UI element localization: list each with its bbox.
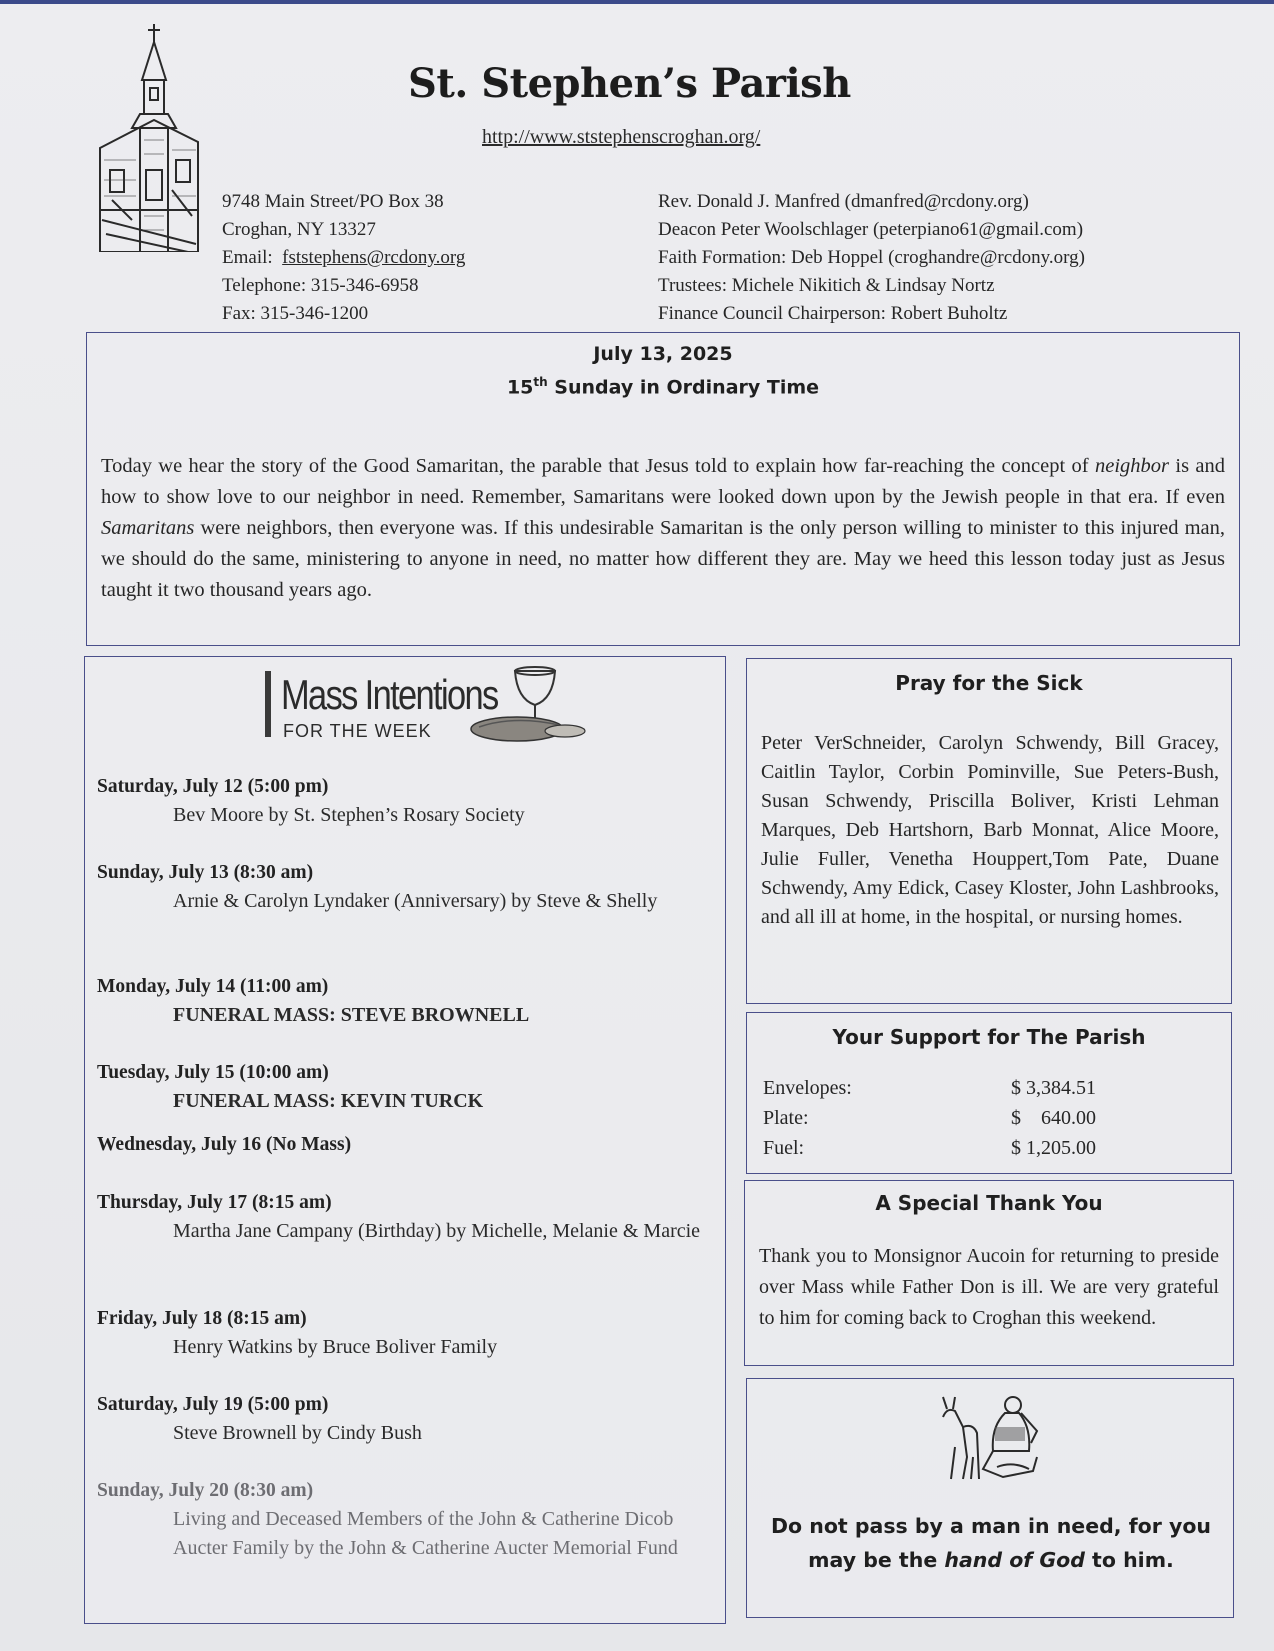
email-label: Email: [222, 247, 273, 268]
good-samaritan-quote-box [746, 1378, 1234, 1618]
mass-day: Sunday, July 13 (8:30 am) [97, 862, 314, 883]
mass-intention: Martha Jane Campany (Birthday) by Michelle, Melanie & Marcie [173, 1220, 701, 1242]
clergy-finance-council: Finance Council Chairperson: Robert Buholtz [658, 303, 1008, 324]
clergy-trustees: Trustees: Michele Nikitich & Lindsay Nortz [658, 275, 995, 296]
thank-you-text: Thank you to Monsignor Aucoin for returning to preside over Mass while Father Don is ill. We are very grateful to him for coming back to Croghan this weekend. [759, 1245, 1219, 1329]
thank-you-heading: A Special Thank You [875, 1191, 1103, 1215]
mass-intention: Henry Watkins by Bruce Boliver Family [173, 1336, 498, 1358]
finance-value: $ 640.00 [1011, 1107, 1096, 1129]
occasion-rest: Sunday in Ordinary Time [547, 376, 820, 399]
mass-day: Wednesday, July 16 (No Mass) [97, 1134, 352, 1155]
finance-value: $ 1,205.00 [1011, 1137, 1096, 1159]
top-edge [0, 0, 1274, 4]
sunday-reflection-box [86, 332, 1240, 646]
good-samaritan-illustration-icon [933, 1387, 1049, 1483]
mass-intention: Living and Deceased Members of the John & Catherine Dicob Aucter Family by the John & Catherine Aucter Memorial Fund [173, 1508, 678, 1559]
sunday-occasion [87, 375, 1239, 398]
quote-part-1: Do not pass by a man in need, for you may be the [770, 1514, 1212, 1572]
mass-entry [97, 1305, 707, 1362]
clergy-deacon: Deacon Peter Woolschlager (peterpiano61@gmail.com) [658, 219, 1084, 240]
clergy-faith-formation: Faith Formation: Deb Hoppel (croghandre@rcdony.org) [658, 247, 1085, 268]
parish-title: St. Stephen’s Parish [408, 60, 851, 107]
fax: Fax: 315-346-1200 [222, 303, 369, 324]
mass-intentions-subheading: FOR THE WEEK [283, 721, 432, 741]
clergy-pastor: Rev. Donald J. Manfred (dmanfred@rcdony.org) [658, 191, 1029, 212]
sunday-date: July 13, 2025 [593, 343, 733, 365]
occasion-suffix: th [533, 375, 548, 389]
finance-value: $ 3,384.51 [1011, 1077, 1096, 1099]
quote-text [757, 1509, 1225, 1577]
mass-intention: FUNERAL MASS: STEVE BROWNELL [173, 1004, 530, 1026]
mass-entry [97, 1477, 707, 1563]
mass-day: Saturday, July 12 (5:00 pm) [97, 776, 329, 797]
reflection-emphasis-neighbor: neighbor [1094, 455, 1170, 477]
mass-entry [97, 859, 707, 916]
mass-day: Saturday, July 19 (5:00 pm) [97, 1394, 329, 1415]
mass-intention: Arnie & Carolyn Lyndaker (Anniversary) by Steve & Shelly [173, 890, 658, 912]
mass-intention: FUNERAL MASS: KEVIN TURCK [173, 1090, 484, 1112]
email-row [222, 244, 465, 272]
mass-intention: Steve Brownell by Cindy Bush [173, 1422, 422, 1444]
special-thank-you-box [744, 1180, 1234, 1366]
address-line-2: Croghan, NY 13327 [222, 219, 376, 240]
parish-support-heading: Your Support for The Parish [832, 1025, 1146, 1049]
clergy-block [658, 188, 1085, 328]
mass-day: Tuesday, July 15 (10:00 am) [97, 1062, 329, 1083]
finance-label: Plate: [763, 1107, 809, 1129]
reflection-emphasis-samaritans: Samaritans [101, 517, 195, 539]
parish-support-box [746, 1012, 1232, 1174]
email-link[interactable]: fststephens@rcdony.org [282, 247, 466, 268]
mass-day: Sunday, July 20 (8:30 am) [97, 1480, 314, 1501]
quote-emphasis: hand of God [944, 1548, 1085, 1572]
mass-day: Friday, July 18 (8:15 am) [97, 1308, 307, 1329]
telephone: Telephone: 315-346-6958 [222, 275, 419, 296]
pray-for-sick-heading: Pray for the Sick [895, 671, 1083, 695]
parish-website-link[interactable]: http://www.ststephenscroghan.org/ [482, 126, 761, 148]
mass-entry [97, 1391, 707, 1448]
reflection-part-1: Today we hear the story of the Good Samaritan, the parable that Jesus told to explain how far-reaching the concept of [101, 455, 1095, 477]
address-line-1: 9748 Main Street/PO Box 38 [222, 191, 444, 212]
finance-label: Fuel: [763, 1137, 805, 1159]
occasion-ordinal: 15 [506, 376, 534, 399]
mass-entry [97, 1189, 707, 1246]
reflection-part-3: were neighbors, then everyone was. If this undesirable Samaritan is the only person willing to minister to this injured man, we should do the same, ministering to anyone in need, no matter how different they are. May we heed this lesson today just as Jesus taught it two thousand years ago. [101, 517, 1225, 601]
mass-intentions-box [84, 656, 726, 1624]
pray-for-sick-box [746, 658, 1232, 1004]
mass-intentions-bar [265, 671, 271, 737]
mass-intentions-heading: Mass Intentions [281, 671, 498, 718]
mass-day: Thursday, July 17 (8:15 am) [97, 1192, 332, 1213]
chalice-bread-icon [455, 665, 595, 745]
contact-block [222, 188, 465, 328]
pray-for-sick-list: Peter VerSchneider, Carolyn Schwendy, Bill Gracey, Caitlin Taylor, Corbin Pominville, Sue Peters-Bush, Susan Schwendy, Priscilla Boliver, Kristi Lehman Marques, Deb Hartshorn, Barb Monnat, Alice Moore, Julie Fuller, Venetha Houppert,Tom Pate, Duane Schwendy, Amy Edick, Casey Kloster, John Lashbrooks, and all ill at home, in the hospital, or nursing homes. [761, 732, 1219, 928]
mass-entry [97, 1131, 707, 1159]
church-logo-icon [92, 20, 202, 252]
quote-part-2: to him. [1084, 1548, 1174, 1572]
reflection-text [101, 451, 1225, 606]
mass-day: Monday, July 14 (11:00 am) [97, 976, 329, 997]
finance-label: Envelopes: [763, 1077, 852, 1099]
reflection-part-2: is and how to show love to our neighbor in need. Remember, Samaritans were looked down upon by the Jewish people in that era. If even [101, 455, 1225, 508]
mass-intention: Bev Moore by St. Stephen’s Rosary Society [173, 804, 525, 826]
mass-entry [97, 973, 707, 1030]
mass-entry [97, 1059, 707, 1116]
mass-entry [97, 773, 707, 830]
